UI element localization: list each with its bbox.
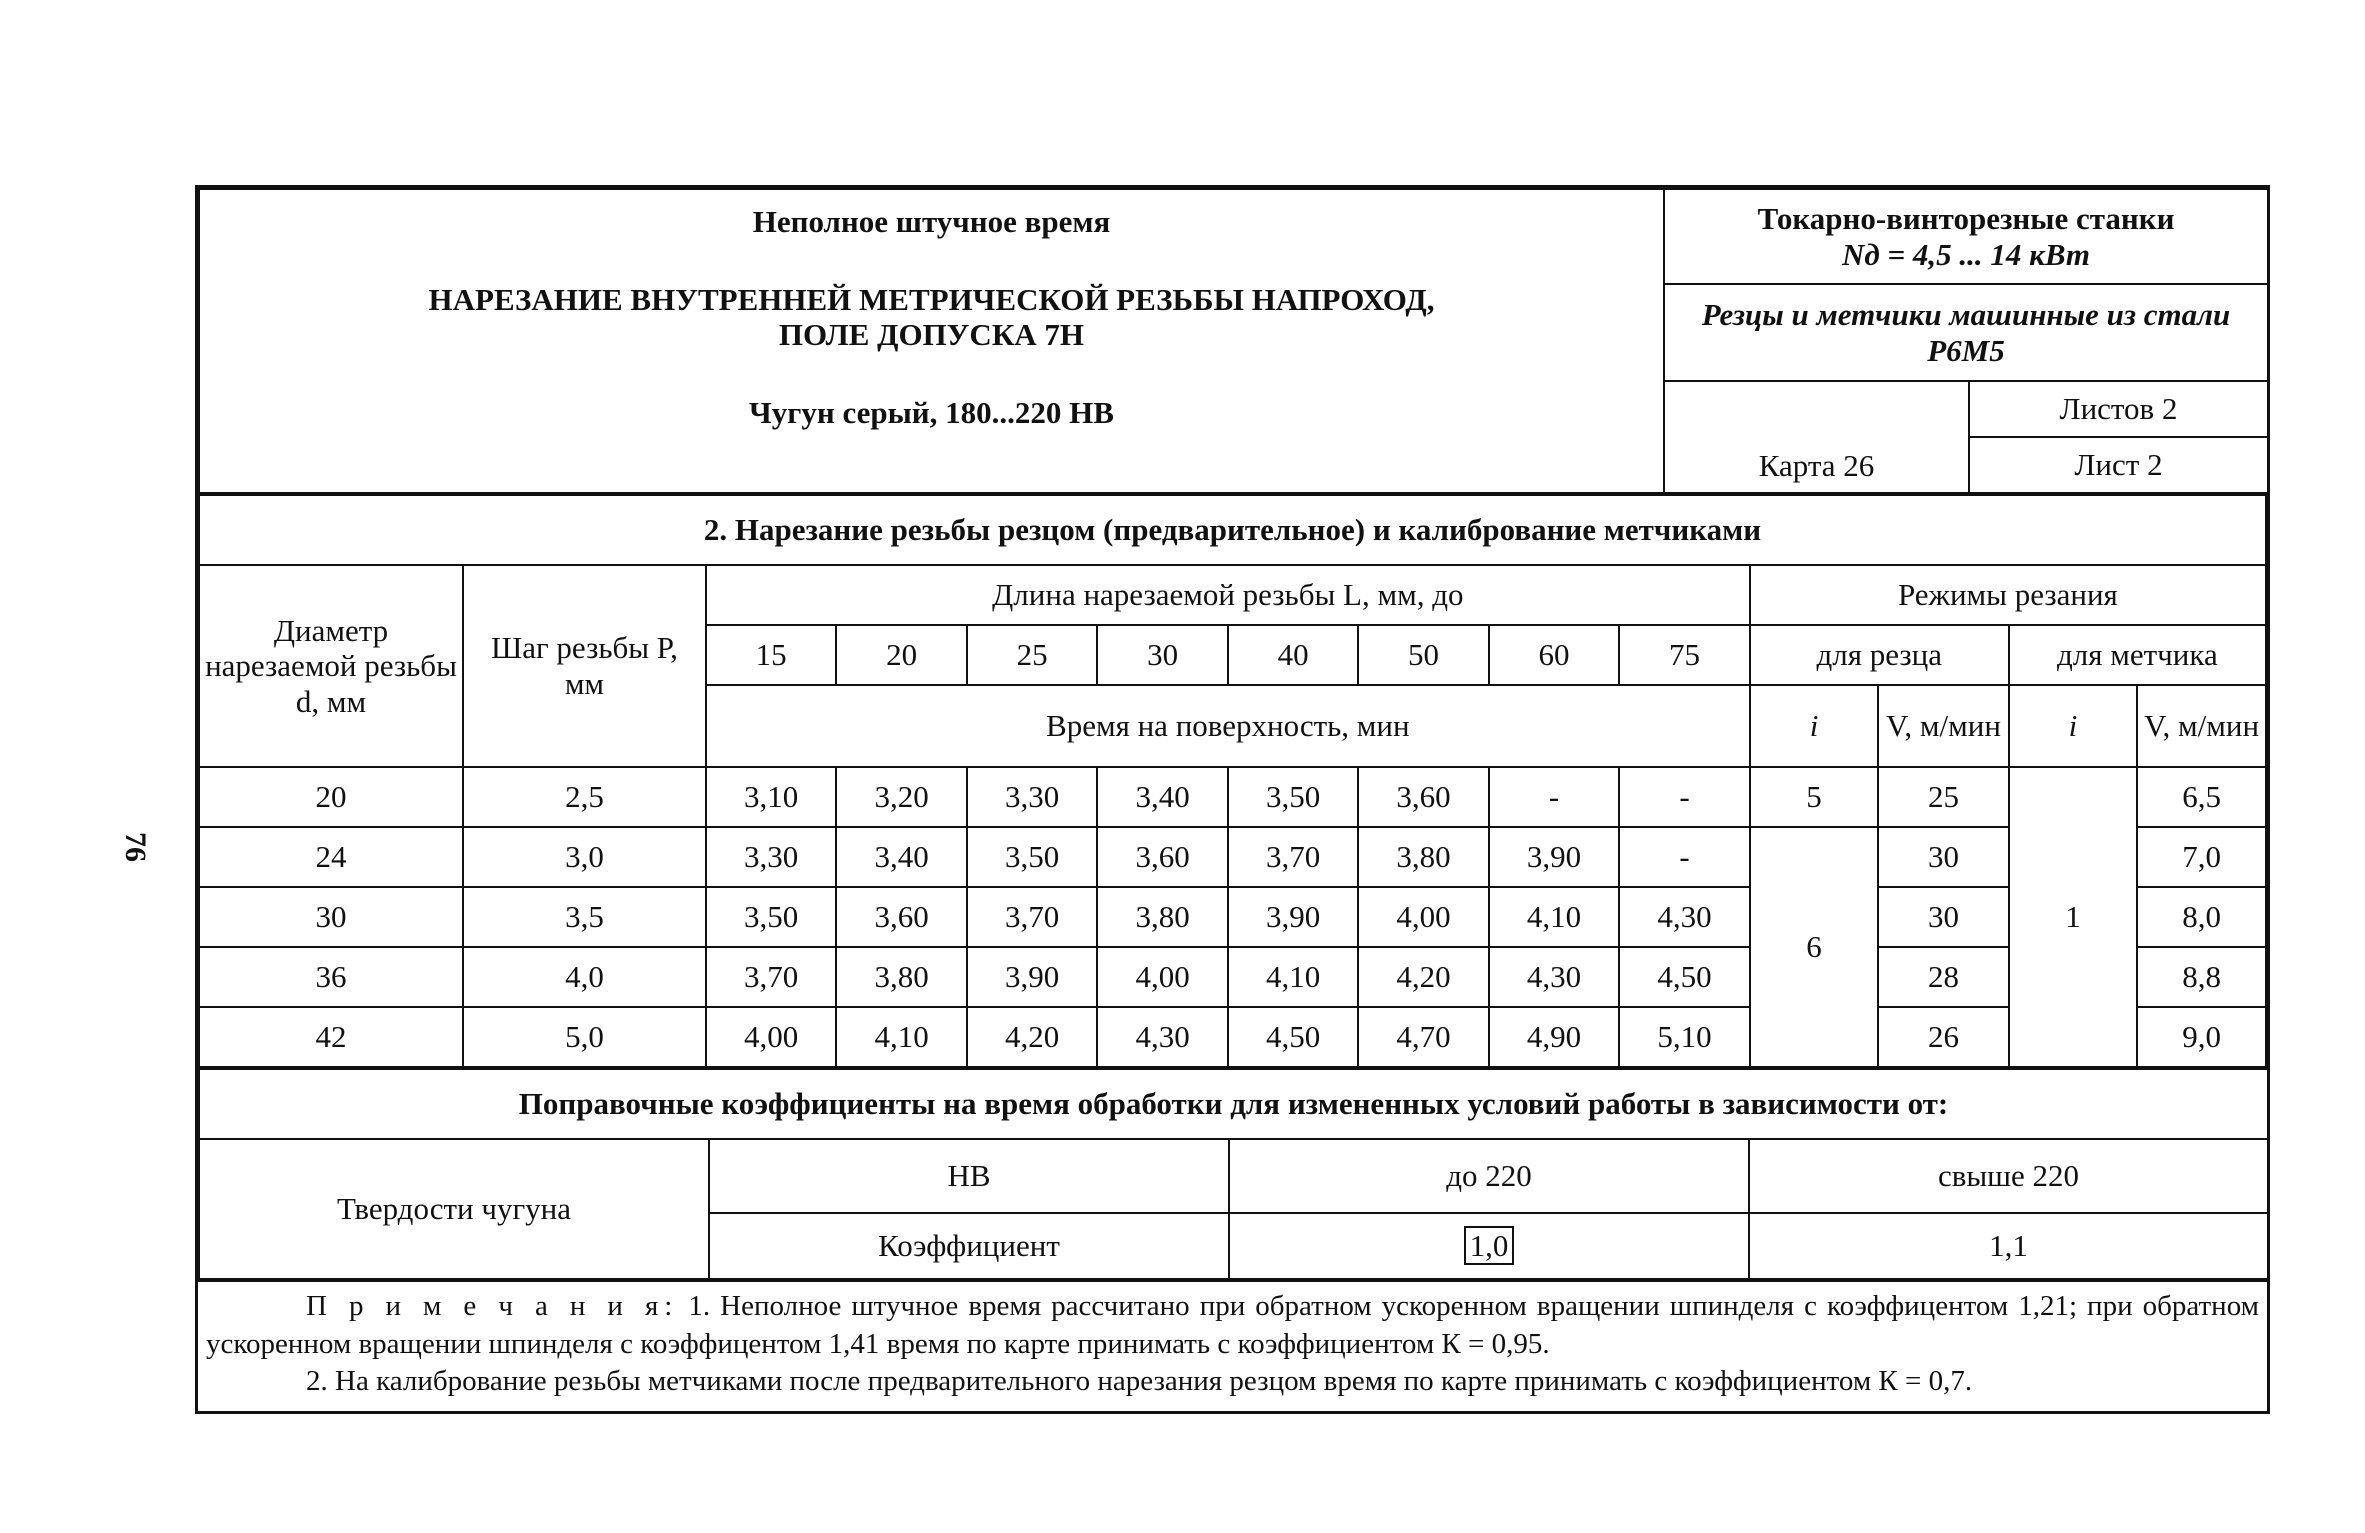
cell-v-tap: 8,8 — [2137, 947, 2266, 1007]
time-table — [198, 494, 2267, 1068]
cell-t: 3,80 — [836, 947, 966, 1007]
card-header — [198, 188, 2269, 494]
header-subtitle: Неполное штучное время — [752, 204, 1111, 239]
cell-v-cutter: 30 — [1878, 827, 2008, 887]
cell-t: 3,40 — [836, 827, 966, 887]
correction-upto: до 220 — [1229, 1139, 1749, 1213]
note-1-text: 1. Неполное штучное время рассчитано при обратном ускоренном вращении шпинделя с коэффицентом 1,21; при обратном ускоренном вращении шпинделя с коэффицентом 1,41 время по карте принимать с коэффициентом К = 0,95. — [206, 1290, 2259, 1360]
cell-p: 4,0 — [463, 947, 706, 1007]
cell-d: 36 — [199, 947, 463, 1007]
header-tools — [1664, 284, 2268, 381]
length-75: 75 — [1619, 625, 1749, 685]
cell-t: 3,50 — [706, 887, 836, 947]
notes — [198, 1280, 2267, 1411]
cell-t: 3,30 — [967, 767, 1097, 827]
length-60: 60 — [1489, 625, 1619, 685]
header-material: Чугун серый, 180...220 НВ — [749, 394, 1114, 430]
length-20: 20 — [836, 625, 966, 685]
cell-t: - — [1619, 767, 1749, 827]
cell-d: 20 — [199, 767, 463, 827]
cell-d: 42 — [199, 1007, 463, 1067]
col-for-cutter: для резца — [1750, 625, 2009, 685]
cell-t: 3,70 — [1228, 827, 1358, 887]
table-row — [199, 1007, 2266, 1067]
cell-t: 3,60 — [1097, 827, 1227, 887]
col-i-tap: i — [2009, 685, 2137, 767]
cell-t: 4,90 — [1489, 1007, 1619, 1067]
cell-v-cutter: 26 — [1878, 1007, 2008, 1067]
cell-t: 4,00 — [706, 1007, 836, 1067]
coef-over: 1,1 — [1749, 1213, 2268, 1279]
correction-label: Твердости чугуна — [199, 1139, 709, 1279]
col-modes: Режимы резания — [1750, 565, 2266, 625]
table-row — [199, 887, 2266, 947]
cell-t: 3,90 — [1228, 887, 1358, 947]
cell-t: - — [1489, 767, 1619, 827]
cell-t: 3,80 — [1358, 827, 1488, 887]
cell-t: 3,60 — [836, 887, 966, 947]
machine-line2: Nд = 4,5 ... 14 кВт — [1841, 236, 2091, 272]
cell-t: - — [1619, 827, 1749, 887]
cell-t: 4,10 — [1228, 947, 1358, 1007]
length-25: 25 — [967, 625, 1097, 685]
cell-t: 3,30 — [706, 827, 836, 887]
cell-i-tap: 1 — [2009, 767, 2137, 1067]
cell-d: 24 — [199, 827, 463, 887]
cell-t: 4,10 — [836, 1007, 966, 1067]
cell-v-cutter: 25 — [1878, 767, 2008, 827]
section-title: 2. Нарезание резьбы резцом (предварительное) и калибрование метчиками — [199, 495, 2266, 565]
header-machine — [1664, 189, 2268, 284]
header-title-block — [199, 189, 1664, 493]
col-v-tap: V, м/мин — [2137, 685, 2266, 767]
header-sheets-total: Листов 2 — [1969, 381, 2268, 437]
cell-t: 3,80 — [1097, 887, 1227, 947]
length-50: 50 — [1358, 625, 1488, 685]
table-row — [199, 947, 2266, 1007]
cell-t: 4,10 — [1489, 887, 1619, 947]
correction-hb: НВ — [709, 1139, 1229, 1213]
cell-t: 3,90 — [967, 947, 1097, 1007]
cell-v-tap: 6,5 — [2137, 767, 2266, 827]
cell-v-cutter: 28 — [1878, 947, 2008, 1007]
note-2: 2. На калибрование резьбы метчиками после предварительного нарезания резцом время по карте принимать с коэффициентом К = 0,7. — [306, 1365, 1973, 1398]
cell-t: 3,50 — [1228, 767, 1358, 827]
col-pitch: Шаг резьбы Р, мм — [463, 565, 706, 767]
tools-line1: Резцы и метчики машинные из стали — [1701, 296, 2231, 332]
cell-t: 4,00 — [1097, 947, 1227, 1007]
cell-i-cutter: 6 — [1750, 827, 1878, 1067]
cell-t: 3,40 — [1097, 767, 1227, 827]
cell-t: 4,30 — [1619, 887, 1749, 947]
length-30: 30 — [1097, 625, 1227, 685]
notes-prefix: П р и м е ч а н и я: — [306, 1290, 679, 1322]
machine-line1: Токарно-винторезные станки — [1757, 200, 2175, 236]
cell-v-tap: 9,0 — [2137, 1007, 2266, 1067]
cell-v-tap: 7,0 — [2137, 827, 2266, 887]
cell-t: 4,70 — [1358, 1007, 1488, 1067]
cell-t: 4,00 — [1358, 887, 1488, 947]
header-sheet: Лист 2 — [1969, 437, 2268, 493]
cell-t: 3,60 — [1358, 767, 1488, 827]
cell-v-cutter: 30 — [1878, 887, 2008, 947]
cell-t: 4,20 — [967, 1007, 1097, 1067]
cell-t: 3,10 — [706, 767, 836, 827]
col-v-cutter: V, м/мин — [1878, 685, 2008, 767]
cell-t: 3,20 — [836, 767, 966, 827]
cell-v-tap: 8,0 — [2137, 887, 2266, 947]
header-title-line2: ПОЛЕ ДОПУСКА 7Н — [778, 317, 1085, 353]
norm-card — [195, 185, 2270, 1414]
cell-t: 3,50 — [967, 827, 1097, 887]
page-number: 76 — [119, 832, 152, 862]
coef-upto: 1,0 — [1464, 1226, 1515, 1265]
note-1 — [206, 1288, 2259, 1363]
col-diameter: Диаметр нарезаемой резьбы d, мм — [199, 565, 463, 767]
cell-p: 3,0 — [463, 827, 706, 887]
table-row — [199, 767, 2266, 827]
correction-title: Поправочные коэффициенты на время обработки для измененных условий работы в зависимости от: — [199, 1069, 2268, 1139]
cell-t: 4,30 — [1489, 947, 1619, 1007]
cell-i-cutter: 5 — [1750, 767, 1878, 827]
coef-label: Коэффициент — [709, 1213, 1229, 1279]
cell-t: 4,30 — [1097, 1007, 1227, 1067]
table-row — [199, 827, 2266, 887]
cell-t: 3,90 — [1489, 827, 1619, 887]
cell-t: 3,70 — [706, 947, 836, 1007]
header-title-line1: НАРЕЗАНИЕ ВНУТРЕННЕЙ МЕТРИЧЕСКОЙ РЕЗЬБЫ НАПРОХОД, — [428, 281, 1435, 317]
col-for-tap: для метчика — [2009, 625, 2266, 685]
col-i-cutter: i — [1750, 685, 1878, 767]
cell-t: 4,50 — [1228, 1007, 1358, 1067]
length-40: 40 — [1228, 625, 1358, 685]
coef-upto-cell — [1229, 1213, 1749, 1279]
cell-t: 4,20 — [1358, 947, 1488, 1007]
tools-line2: Р6М5 — [1927, 332, 2005, 368]
cell-t: 3,70 — [967, 887, 1097, 947]
length-15: 15 — [706, 625, 836, 685]
cell-p: 5,0 — [463, 1007, 706, 1067]
cell-t: 5,10 — [1619, 1007, 1749, 1067]
header-title — [204, 282, 1659, 353]
cell-p: 3,5 — [463, 887, 706, 947]
cell-t: 4,50 — [1619, 947, 1749, 1007]
correction-table — [198, 1068, 2269, 1280]
col-length: Длина нарезаемой резьбы L, мм, до — [706, 565, 1750, 625]
correction-over: свыше 220 — [1749, 1139, 2268, 1213]
cell-d: 30 — [199, 887, 463, 947]
cell-p: 2,5 — [463, 767, 706, 827]
header-card: Карта 26 — [1664, 381, 1969, 493]
col-time: Время на поверхность, мин — [706, 685, 1750, 767]
